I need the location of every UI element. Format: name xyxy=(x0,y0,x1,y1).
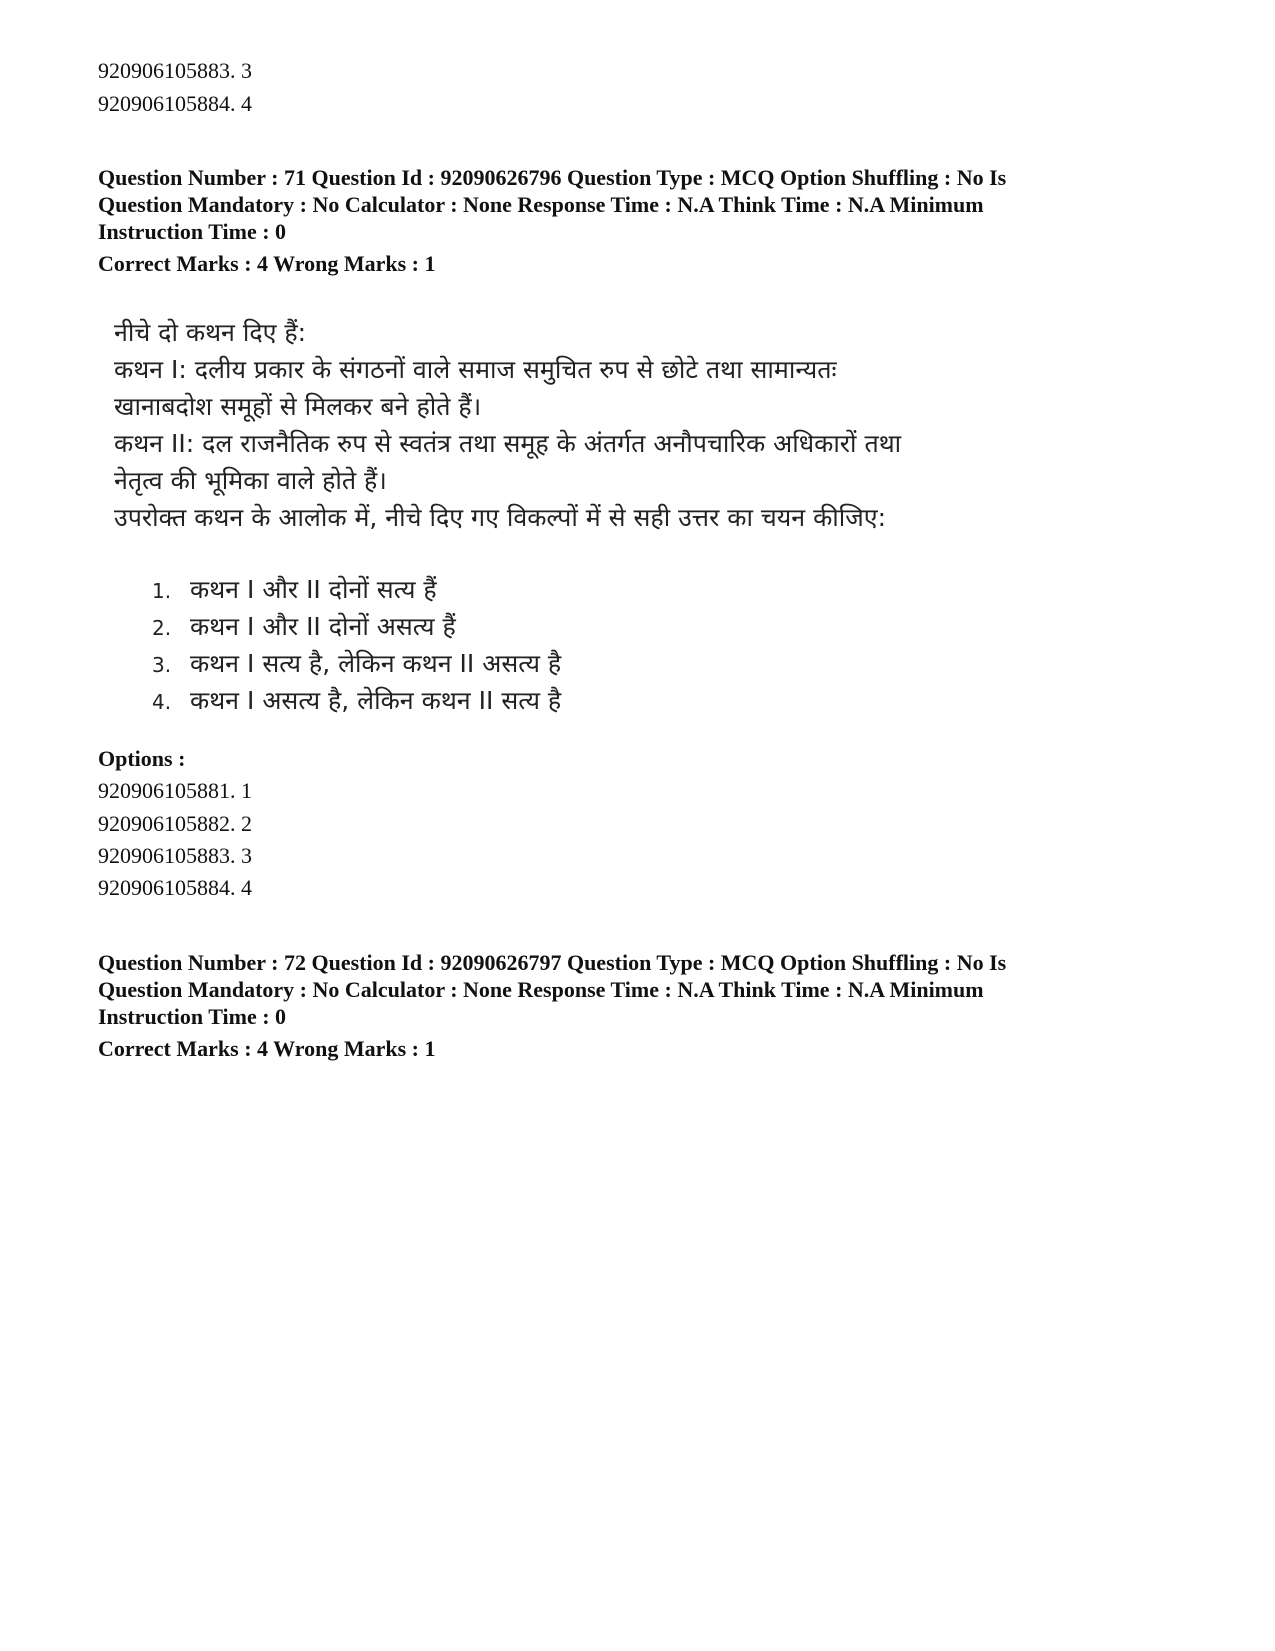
choice-number: 1. xyxy=(152,579,172,603)
question-71-text-line: कथन II: दल राजनैतिक रुप से स्वतंत्र तथा समूह के अंतर्गत अनौपचारिक अधिकारों तथा xyxy=(114,429,902,458)
question-71-header-line-3: Instruction Time : 0 xyxy=(98,219,287,244)
question-71-text-line: खानाबदोश समूहों से मिलकर बने होते हैं। xyxy=(114,392,482,421)
question-71-marks: Correct Marks : 4 Wrong Marks : 1 xyxy=(98,251,436,276)
question-71-header-line-1: Question Number : 71 Question Id : 92090626796 Question Type : MCQ Option Shuffling : No Is xyxy=(98,165,1007,190)
choice-text: कथन I और II दोनों सत्य हैं xyxy=(190,575,437,604)
option-line: 920906105882. 2 xyxy=(98,811,252,836)
choice-item xyxy=(152,682,561,721)
question-71-text-line: नीचे दो कथन दिए हैं: xyxy=(114,318,307,347)
question-71-header-line-2: Question Mandatory : No Calculator : None Response Time : N.A Think Time : N.A Minimum xyxy=(98,192,984,217)
option-line: 920906105884. 4 xyxy=(98,91,252,116)
option-line: 920906105884. 4 xyxy=(98,875,252,900)
question-72-header-line-2: Question Mandatory : No Calculator : None Response Time : N.A Think Time : N.A Minimum xyxy=(98,977,984,1002)
option-line: 920906105881. 1 xyxy=(98,778,252,803)
options-label: Options : xyxy=(98,746,186,771)
choice-number: 4. xyxy=(152,690,172,714)
option-line: 920906105883. 3 xyxy=(98,58,252,83)
option-line: 920906105883. 3 xyxy=(98,843,252,868)
question-71-text-line: नेतृत्व की भूमिका वाले होते हैं। xyxy=(114,466,387,495)
choice-item xyxy=(152,608,456,647)
choice-item xyxy=(152,645,561,684)
choice-number: 2. xyxy=(152,616,172,640)
question-71-text-line: उपरोक्त कथन के आलोक में, नीचे दिए गए विकल्पों में से सही उत्तर का चयन कीजिए: xyxy=(114,503,887,532)
choice-text: कथन I और II दोनों असत्य हैं xyxy=(190,612,456,641)
question-72-marks: Correct Marks : 4 Wrong Marks : 1 xyxy=(98,1036,436,1061)
question-71-text-line: कथन I: दलीय प्रकार के संगठनों वाले समाज समुचित रुप से छोटे तथा सामान्यतः xyxy=(114,355,837,384)
choice-item xyxy=(152,571,437,610)
choice-text: कथन I सत्य है, लेकिन कथन II असत्य है xyxy=(190,649,562,678)
choice-number: 3. xyxy=(152,653,172,677)
question-72-header-line-3: Instruction Time : 0 xyxy=(98,1004,287,1029)
question-72-header-line-1: Question Number : 72 Question Id : 92090626797 Question Type : MCQ Option Shuffling : No Is xyxy=(98,950,1007,975)
choice-text: कथन I असत्य है, लेकिन कथन II सत्य है xyxy=(190,686,562,715)
